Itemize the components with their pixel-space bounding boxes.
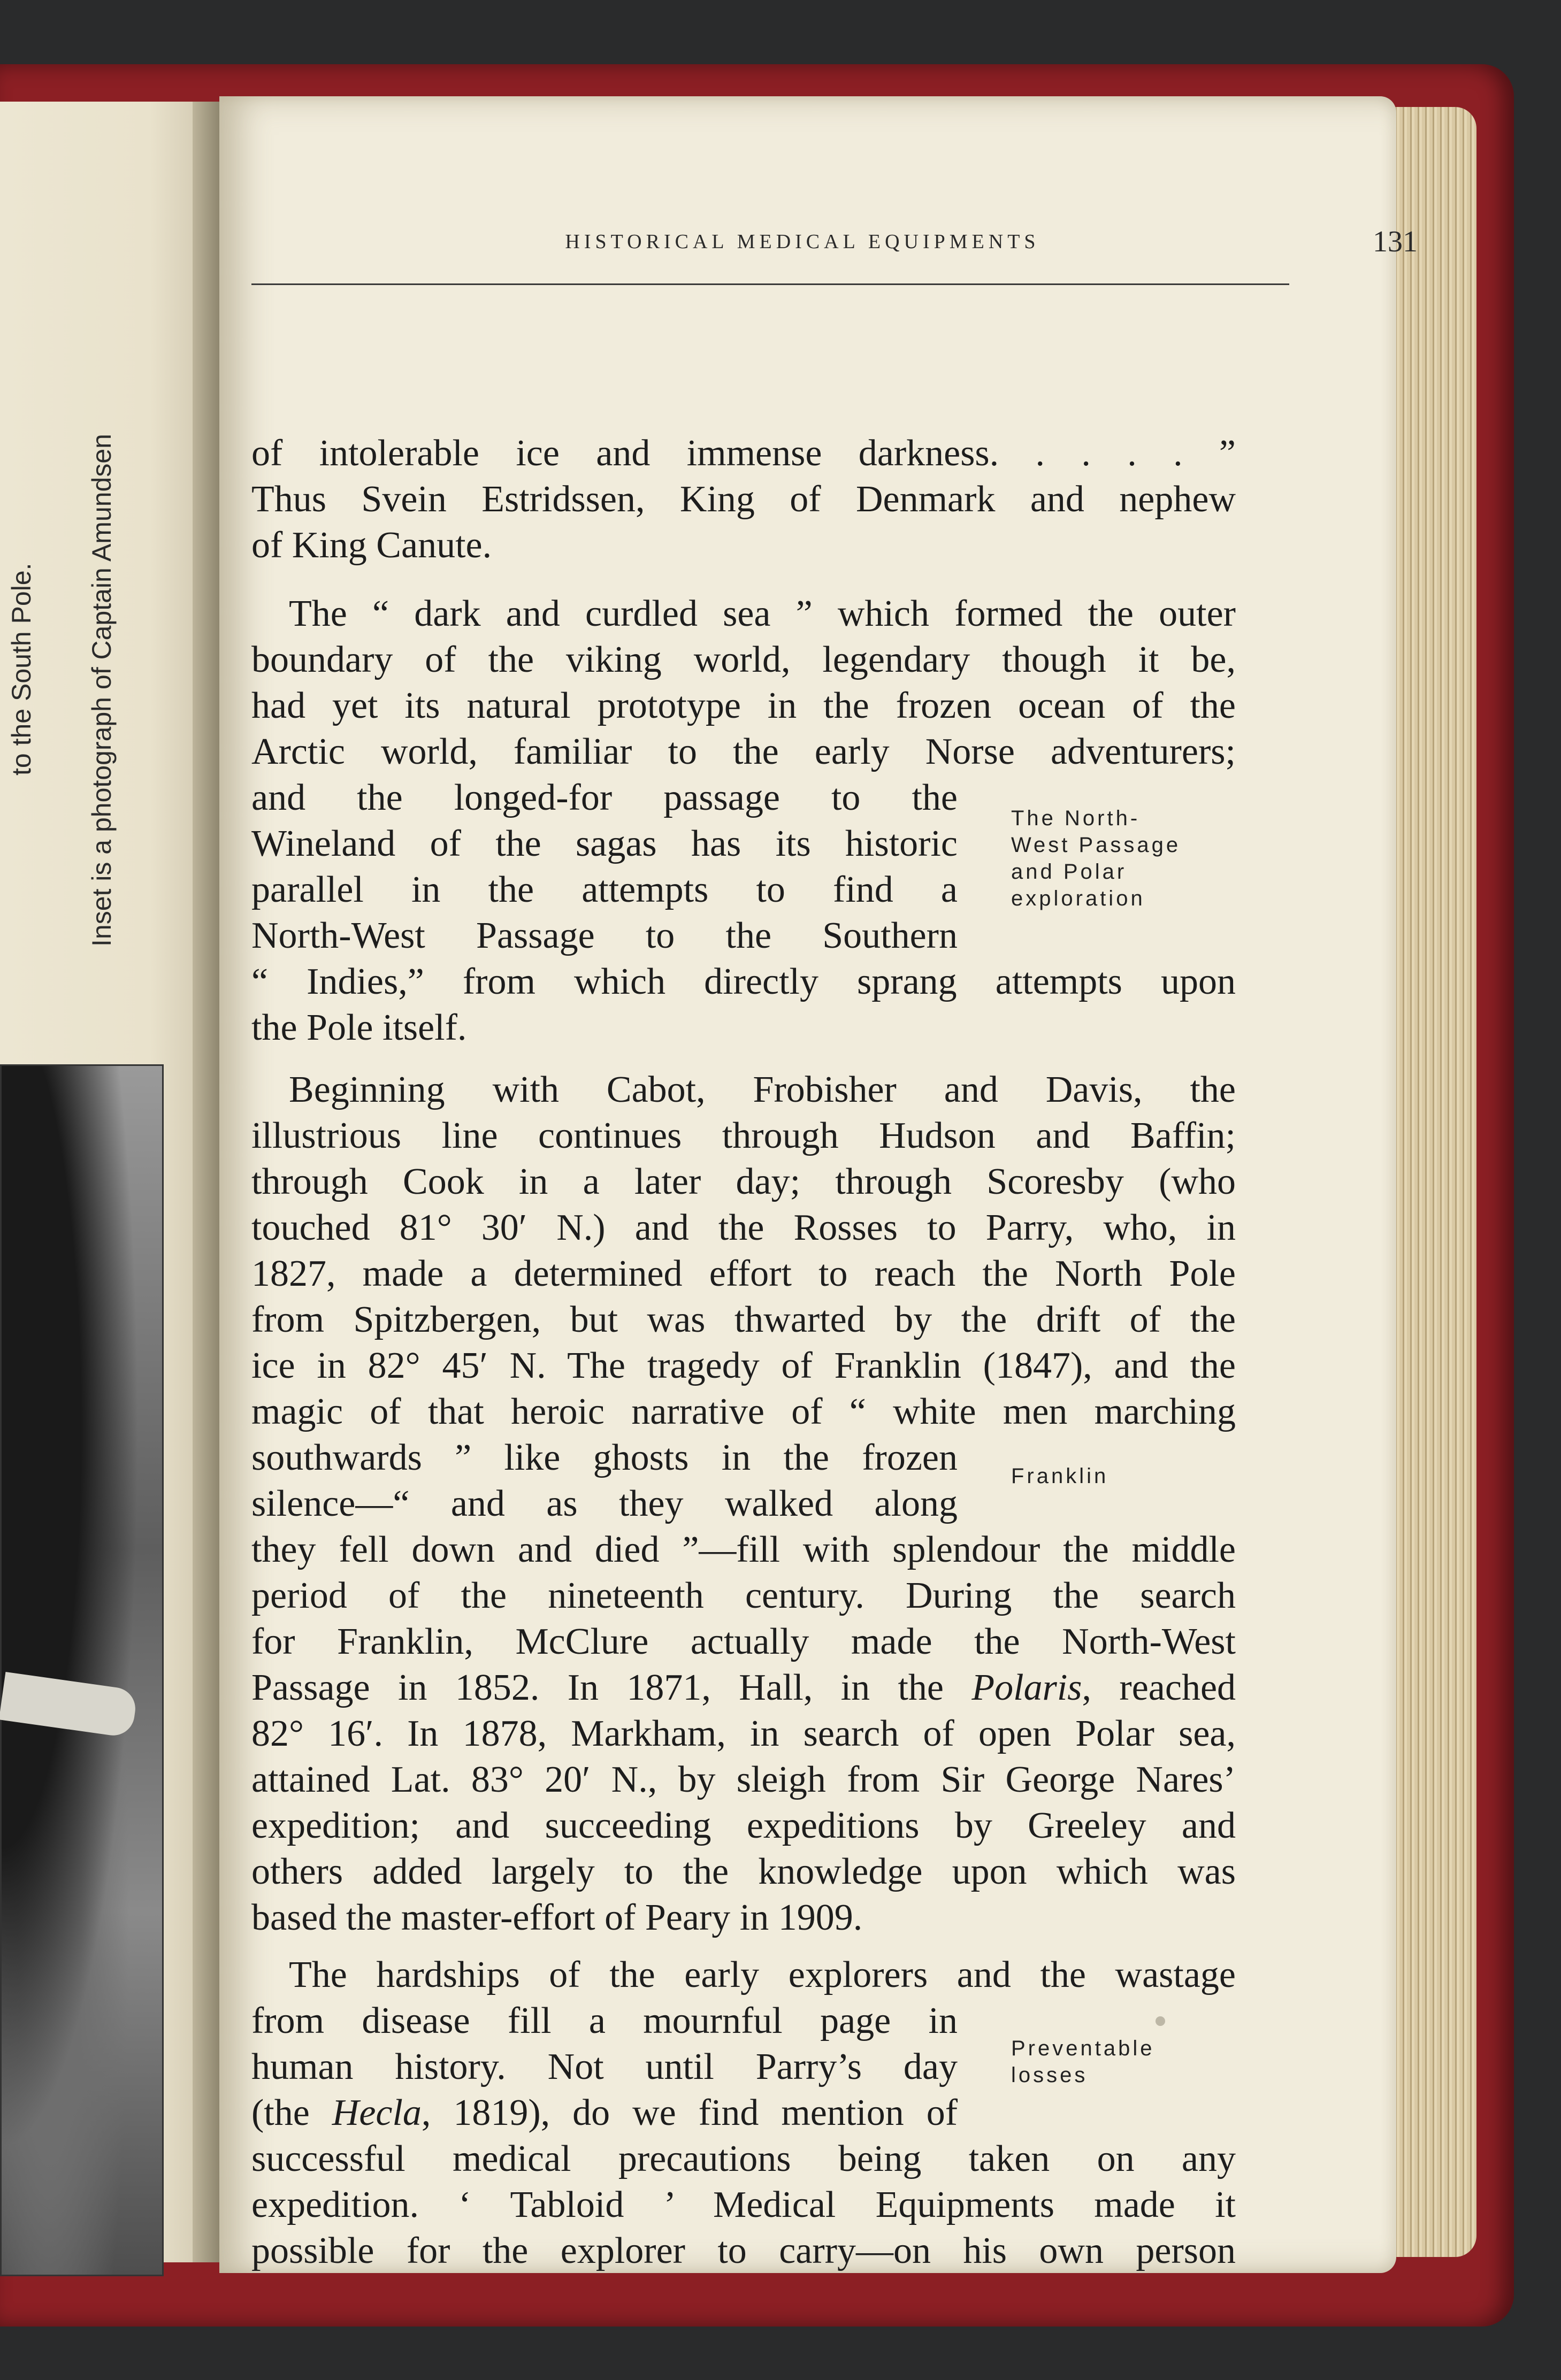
- left-page: [0, 102, 214, 2262]
- text-line: Thus Svein Estridssen, King of Denmark and nephew: [251, 479, 1236, 520]
- text-line: through Cook in a later day; through Scoresby (who: [251, 1161, 1236, 1202]
- text-line: had yet its natural prototype in the frozen ocean of the: [251, 685, 1236, 726]
- text-line: 82° 16′. In 1878, Markham, in search of open Polar sea,: [251, 1713, 1236, 1754]
- running-head: [251, 225, 1418, 262]
- photo-strap: [0, 1672, 138, 1738]
- paragraph-4: [251, 1952, 1236, 2274]
- paper-speck: [1156, 2016, 1165, 2026]
- text-line: touched 81° 30′ N.) and the Rosses to Parry, who, in: [251, 1207, 1236, 1248]
- text-line: attained Lat. 83° 20′ N., by sleigh from Sir George Nares’: [251, 1759, 1236, 1800]
- text-line: ice in 82° 45′ N. The tragedy of Franklin (1847), and the: [251, 1345, 1236, 1386]
- page-number: 131: [1373, 225, 1418, 258]
- text-line: of King Canute.: [251, 525, 492, 566]
- text-line: and the longed-for passage to the: [251, 777, 958, 818]
- text-line: expedition. ‘ Tabloid ’ Medical Equipments made it: [251, 2184, 1236, 2225]
- text-line: Arctic world, familiar to the early Norse adventurers;: [251, 731, 1236, 772]
- text-line-polaris: Passage in 1852. In 1871, Hall, in the Polaris, reached: [251, 1667, 1236, 1708]
- text-line: human history. Not until Parry’s day: [251, 2046, 958, 2087]
- text-line: “ Indies,” from which directly sprang attempts upon: [251, 961, 1236, 1002]
- text-line: the Pole itself.: [251, 1007, 467, 1048]
- text-line: southwards ” like ghosts in the frozen: [251, 1437, 958, 1478]
- ship-name-polaris: Polaris: [971, 1667, 1082, 1708]
- caption-line-2: Inset is a photograph of Captain Amundsen: [87, 434, 117, 947]
- caption-line-1: to the South Pole.: [6, 563, 36, 776]
- text-line: The “ dark and curdled sea ” which formed the outer: [289, 593, 1236, 634]
- text-line: based the master-effort of Peary in 1909.: [251, 1897, 863, 1938]
- text-line: illustrious line continues through Hudson and Baffin;: [251, 1115, 1236, 1156]
- text-line: Beginning with Cabot, Frobisher and Davis, the: [289, 1069, 1236, 1110]
- text-line: from Spitzbergen, but was thwarted by the drift of the: [251, 1299, 1236, 1340]
- margin-note-preventable-losses: Preventable losses: [1011, 2037, 1155, 2087]
- text-line: period of the nineteenth century. During the search: [251, 1575, 1236, 1616]
- text-line: The hardships of the early explorers and the wastage: [289, 1954, 1236, 1995]
- text-line: of intolerable ice and immense darkness. . . . . ”: [251, 433, 1236, 474]
- text-line: successful medical precautions being taken on any: [251, 2138, 1236, 2179]
- ship-name-hecla: Hecla: [332, 2092, 422, 2133]
- text-line: from disease fill a mournful page in: [251, 2000, 958, 2041]
- header-rule: [251, 283, 1289, 285]
- margin-note-franklin: Franklin: [1011, 1464, 1109, 1488]
- text-line: North-West Passage to the Southern: [251, 915, 958, 956]
- text-line: 1827, made a determined effort to reach the North Pole: [251, 1253, 1236, 1294]
- running-title: HISTORICAL MEDICAL EQUIPMENTS: [565, 231, 1040, 253]
- book-page: [219, 96, 1418, 2273]
- text-line: they fell down and died ”—fill with splendour the middle: [251, 1529, 1236, 1570]
- paragraph-1: [251, 431, 1236, 569]
- text-line: possible for the explorer to carry—on his own person: [251, 2230, 1236, 2271]
- text-line: for Franklin, McClure actually made the North-West: [251, 1621, 1236, 1662]
- text-line-hecla: (the Hecla, 1819), do we find mention of: [251, 2092, 958, 2133]
- margin-note-north-west-passage: The North- West Passage and Polar exploration: [1011, 807, 1181, 910]
- inset-photograph: [0, 1064, 164, 2276]
- text-line: parallel in the attempts to find a: [251, 869, 958, 910]
- text-line: boundary of the viking world, legendary though it be,: [251, 639, 1236, 680]
- text-line: silence—“ and as they walked along: [251, 1483, 958, 1524]
- text-line: magic of that heroic narrative of “ white men marching: [251, 1391, 1236, 1432]
- paragraph-3: [251, 1067, 1236, 1941]
- text-line: others added largely to the knowledge upon which was: [251, 1851, 1236, 1892]
- text-line: Wineland of the sagas has its historic: [251, 823, 958, 864]
- text-line: expedition; and succeeding expeditions by Greeley and: [251, 1805, 1236, 1846]
